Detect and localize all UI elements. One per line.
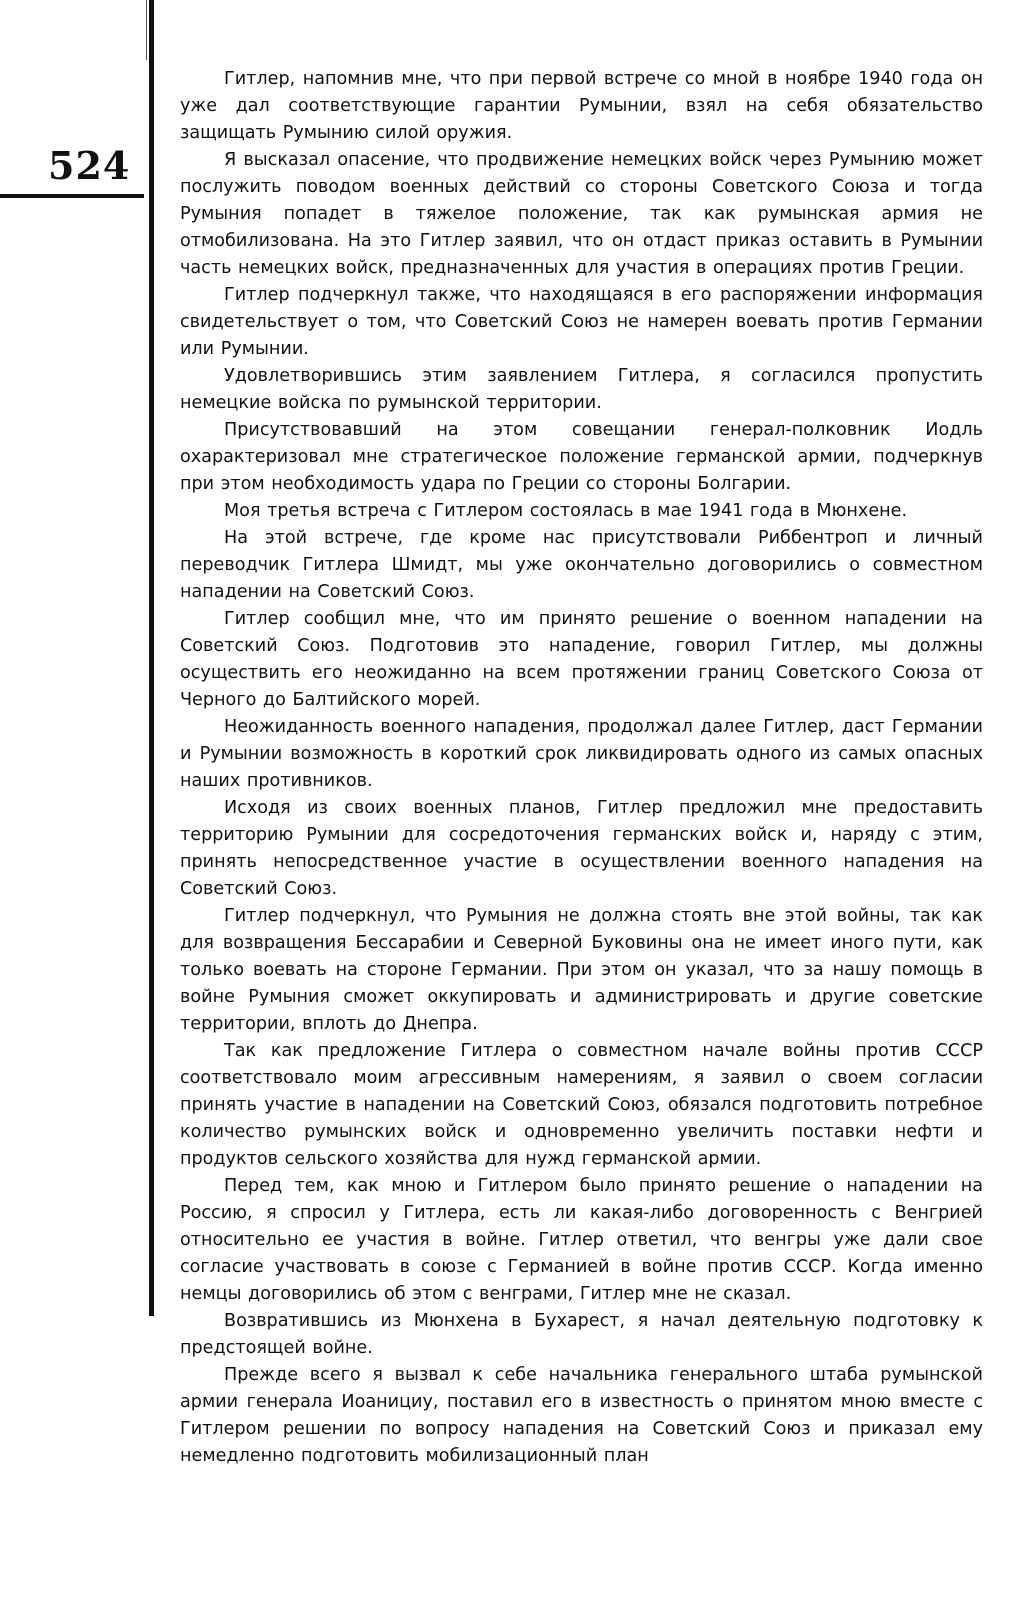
paragraph: Неожиданность военного нападения, продолжал далее Гитлер, даст Германии и Румынии возможность в короткий срок ликвидировать одного из самых опасных наших противников. xyxy=(180,717,983,791)
paragraph: Гитлер подчеркнул также, что находящаяся в его распоряжении информация свидетельствует о том, что Советский Союз не намерен воевать против Германии или Румынии. xyxy=(180,285,983,359)
paragraph: Возвратившись из Мюнхена в Бухарест, я начал деятельную подготовку к предстоящей войне. xyxy=(180,1311,983,1358)
paragraph: Так как предложение Гитлера о совместном начале войны против СССР соответствовало моим агрессивным намерениям, я заявил о своем согласии принять участие в нападении на Советский Союз, обязался подготовить потребное количество румынских войск и одновременно увеличить поставки нефти и продуктов сельского хозяйства для нужд германской армии. xyxy=(180,1041,983,1169)
paragraph: Гитлер сообщил мне, что им принято решение о военном нападении на Советский Союз. Подготовив это нападение, говорил Гитлер, мы должны осуществить его неожиданно на всем протяжении границ Советского Союза от Черного до Балтийского морей. xyxy=(180,609,983,710)
paragraph: Перед тем, как мною и Гитлером было принято решение о нападении на Россию, я спросил у Гитлера, есть ли какая-либо договоренность с Венгрией относительно ее участия в войне. Гитлер ответил, что венгры уже дали свое согласие участвовать в союзе с Германией в войне против СССР. Когда именно немцы договорились об этом с венграми, Гитлер мне не сказал. xyxy=(180,1176,983,1304)
body-text xyxy=(180,66,983,1470)
paragraph: Я высказал опасение, что продвижение немецких войск через Румынию может послужить поводом военных действий со стороны Советского Союза и тогда Румыния попадет в тяжелое положение, так как румынская армия не отмобилизована. На это Гитлер заявил, что он отдаст приказ оставить в Румынии часть немецких войск, предназначенных для участия в операциях против Греции. xyxy=(180,150,983,278)
margin-rule xyxy=(149,0,154,1316)
page-number: 524 xyxy=(48,143,131,188)
paragraph: На этой встрече, где кроме нас присутствовали Риббентроп и личный переводчик Гитлера Шмидт, мы уже окончательно договорились о совместном нападении на Советский Союз. xyxy=(180,528,983,602)
paragraph: Гитлер, напомнив мне, что при первой встрече со мной в ноябре 1940 года он уже дал соответствующие гарантии Румынии, взял на себя обязательство защищать Румынию силой оружия. xyxy=(180,69,983,143)
paragraph: Удовлетворившись этим заявлением Гитлера, я согласился пропустить немецкие войска по румынской территории. xyxy=(180,366,983,413)
margin-rule-thin xyxy=(146,0,147,60)
page-number-underline xyxy=(0,194,144,198)
paragraph: Присутствовавший на этом совещании генерал-полковник Иодль охарактеризовал мне стратегическое положение германской армии, подчеркнув при этом необходимость удара по Греции со стороны Болгарии. xyxy=(180,420,983,494)
paragraph: Прежде всего я вызвал к себе начальника генерального штаба румынской армии генерала Иоанициу, поставил его в известность о принятом мною вместе с Гитлером решении по вопросу нападения на Советский Союз и приказал ему немедленно подготовить мобилизационный план xyxy=(180,1365,983,1466)
paragraph: Гитлер подчеркнул, что Румыния не должна стоять вне этой войны, так как для возвращения Бессарабии и Северной Буковины она не имеет иного пути, как только воевать на стороне Германии. При этом он указал, что за нашу помощь в войне Румыния сможет оккупировать и администрировать и другие советские территории, вплоть до Днепра. xyxy=(180,906,983,1034)
paragraph: Исходя из своих военных планов, Гитлер предложил мне предоставить территорию Румынии для сосредоточения германских войск и, наряду с этим, принять непосредственное участие в осуществлении военного нападения на Советский Союз. xyxy=(180,798,983,899)
paragraph: Моя третья встреча с Гитлером состоялась в мае 1941 года в Мюнхене. xyxy=(224,501,908,521)
